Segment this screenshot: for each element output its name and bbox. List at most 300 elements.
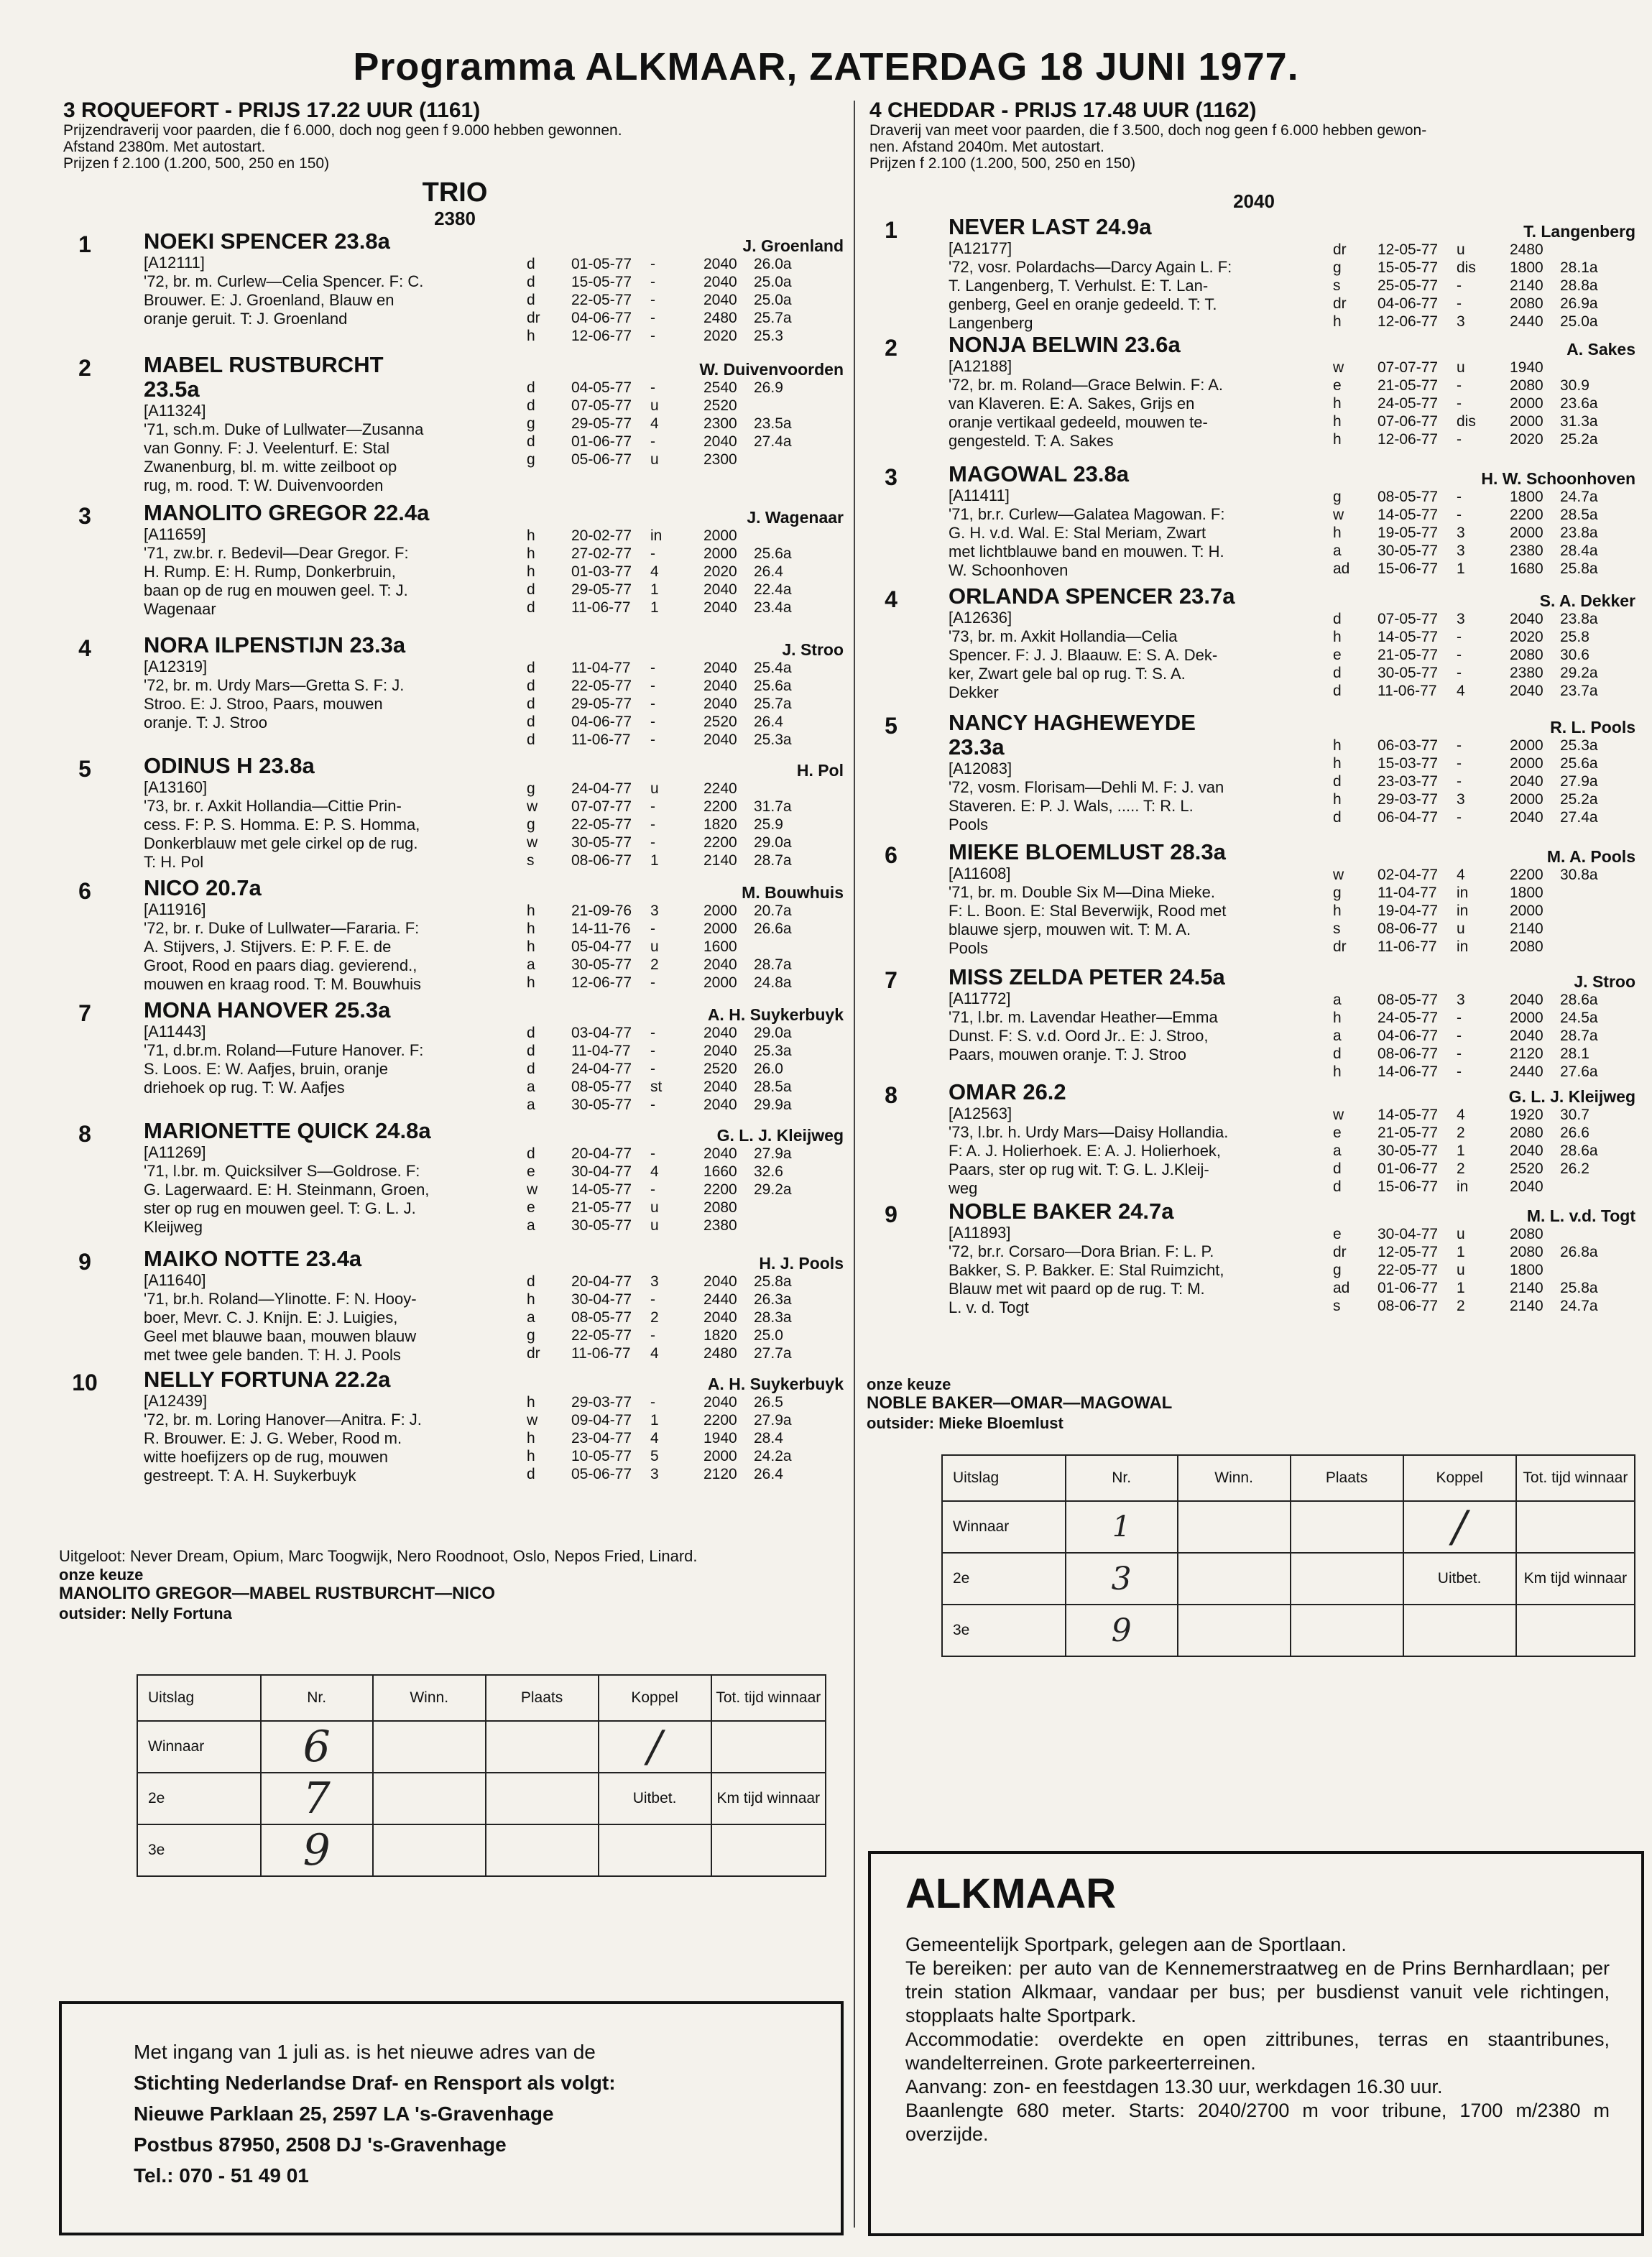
performance-place: 3 (1457, 525, 1465, 541)
performance-track: h (1333, 791, 1342, 808)
performance-track: d (527, 1145, 535, 1162)
horse-performances (1333, 866, 1610, 956)
performance-place: - (1457, 1028, 1462, 1044)
performance-place: 3 (1457, 992, 1465, 1008)
horse-entry (869, 1199, 1638, 1317)
performance-row (527, 599, 804, 617)
horse-code: [A12177] (949, 239, 1012, 257)
performance-place: 3 (1457, 791, 1465, 808)
performance-track: h (527, 938, 535, 955)
performance-row (527, 291, 804, 309)
performance-place: 5 (650, 1448, 659, 1464)
performance-date: 24-05-77 (1378, 395, 1439, 412)
winnaar-nr-cell[interactable] (261, 1721, 373, 1773)
performance-time: 25.3 (754, 328, 783, 344)
horse-info (949, 965, 1301, 1064)
winnaar-nr-cell[interactable] (1066, 1501, 1178, 1553)
performance-date: 04-06-77 (571, 714, 632, 730)
derde-tijd-cell[interactable] (1516, 1605, 1635, 1656)
horse-number: 5 (78, 756, 91, 782)
performance-distance: 2040 (703, 581, 737, 598)
horse-info (144, 1367, 514, 1485)
performance-place: 4 (1457, 683, 1465, 699)
performance-time: 28.7a (754, 956, 792, 973)
performance-time: 28.7a (754, 852, 792, 869)
performance-place: dis (1457, 413, 1476, 430)
performance-date: 14-05-77 (1378, 507, 1439, 523)
uitslag-header: Uitslag (942, 1455, 1066, 1501)
horse-name: NOBLE BAKER 24.7a (949, 1199, 1174, 1224)
performance-row (1333, 1045, 1610, 1063)
performance-track: d (527, 1466, 535, 1482)
winnaar-plaats-cell[interactable] (1291, 1501, 1403, 1553)
horse-trainer: A. H. Suykerbuyk (707, 1375, 844, 1393)
horse-info (949, 1199, 1301, 1317)
performance-row (1333, 790, 1610, 808)
horse-number: 5 (885, 713, 897, 739)
derde-plaats-cell[interactable] (486, 1824, 599, 1876)
koppel-header: Koppel (599, 1675, 711, 1721)
horse-performances (1333, 359, 1610, 448)
winnaar-winn-cell[interactable] (1178, 1501, 1291, 1553)
performance-place: - (1457, 1063, 1462, 1080)
performance-distance: 2140 (1510, 277, 1543, 294)
alkmaar-line: Accommodatie: overdekte en open zittribunes, terras en staantribunes, wandelterreinen. Grote parkeerterreinen. (905, 2028, 1610, 2074)
performance-time: 26.0a (754, 256, 792, 272)
performance-track: e (1333, 1226, 1342, 1242)
performance-distance: 2080 (1510, 1125, 1543, 1141)
performance-place: - (650, 379, 655, 396)
derde-koppel-cell[interactable] (599, 1824, 711, 1876)
race-1-keuze-label: onze keuze (59, 1566, 144, 1584)
performance-distance: 2140 (1510, 1280, 1543, 1296)
winnaar-koppel-cell[interactable] (1403, 1501, 1516, 1553)
horse-trainer: R. L. Pools (1550, 718, 1635, 737)
horse-info (144, 501, 514, 619)
performance-date: 08-06-77 (1378, 1298, 1439, 1314)
performance-place: - (650, 731, 655, 748)
performance-row (1333, 359, 1610, 377)
performance-place: - (1457, 277, 1462, 294)
performance-place: - (650, 816, 655, 833)
performance-time: 26.5 (754, 1394, 783, 1411)
performance-place: - (650, 798, 655, 815)
performance-row (527, 659, 804, 677)
performance-row (1333, 542, 1610, 560)
performance-row (1333, 488, 1610, 506)
performance-place: - (1457, 773, 1462, 790)
performance-distance: 2040 (703, 660, 737, 676)
handwritten-koppel: / (1452, 1502, 1467, 1552)
performance-track: dr (1333, 241, 1347, 258)
performance-track: e (1333, 647, 1342, 663)
performance-date: 15-05-77 (571, 274, 632, 290)
performance-row (1333, 524, 1610, 542)
performance-track: d (1333, 773, 1342, 790)
derde-tijd-cell[interactable] (711, 1824, 826, 1876)
performance-distance: 2020 (703, 328, 737, 344)
performance-date: 14-05-77 (1378, 629, 1439, 645)
performance-place: 1 (1457, 1143, 1465, 1159)
plaats-header: Plaats (486, 1675, 599, 1721)
performance-row (527, 379, 804, 397)
performance-track: d (527, 678, 535, 694)
performance-date: 20-02-77 (571, 527, 632, 544)
race-1-description: Prijzendraverij voor paarden, die f 6.000, doch nog geen f 9.000 hebben gewonnen. Afstand 2380m. Met autostart. Prijzen f 2.100 (1.200, 500, 250 en 150) (63, 122, 622, 172)
horse-number: 4 (885, 586, 897, 612)
performance-distance: 2080 (1510, 295, 1543, 312)
horse-entry (869, 215, 1638, 333)
horse-description: '71, l.br. m. Lavendar Heather—Emma Dunst. F: S. v.d. Oord Jr.. E: J. Stroo, Paars, mouwen oranje. T: J. Stroo (949, 1008, 1218, 1063)
performance-time: 28.5a (754, 1079, 792, 1095)
performance-distance: 2040 (703, 1025, 737, 1041)
horse-performances (527, 1145, 804, 1234)
tweede-plaats-cell[interactable] (486, 1773, 599, 1824)
horse-entry (869, 1080, 1638, 1199)
performance-track: dr (527, 310, 540, 326)
performance-track: ad (1333, 1280, 1350, 1296)
performance-track: d (527, 397, 535, 414)
performance-track: e (1333, 377, 1342, 394)
horse-performances (527, 780, 804, 869)
horse-info (144, 229, 514, 328)
horse-entry (63, 1247, 846, 1367)
performance-row (527, 1078, 804, 1096)
performance-track: s (527, 852, 535, 869)
performance-row (527, 397, 804, 415)
performance-place: in (1457, 885, 1469, 901)
performance-place: u (650, 451, 659, 468)
performance-row (527, 956, 804, 974)
performance-place: - (1457, 431, 1462, 448)
horse-trainer: H. Pol (796, 761, 844, 780)
performance-date: 19-04-77 (1378, 903, 1439, 919)
horse-code: [A11269] (144, 1143, 206, 1161)
performance-place: 4 (1457, 867, 1465, 883)
performance-time (1560, 938, 1610, 956)
performance-date: 07-05-77 (1378, 611, 1439, 627)
winnaar-plaats-cell[interactable] (486, 1721, 599, 1773)
horse-info (949, 840, 1301, 958)
performance-time: 28.4 (754, 1430, 783, 1446)
performance-distance: 2040 (703, 256, 737, 272)
horse-name: MONA HANOVER 25.3a (144, 997, 391, 1023)
horse-code: [A12083] (949, 760, 1012, 777)
horse-description: '71, l.br. m. Quicksilver S—Goldrose. F: G. Lagerwaard. E: H. Steinmann, Groen, ster op rug en mouwen geel. T: G. L. J. Kleijweg (144, 1162, 430, 1236)
race-1-footer (59, 1546, 835, 1624)
performance-time (754, 1217, 804, 1234)
performance-date: 21-05-77 (1378, 647, 1439, 663)
winnaar-tijd-cell[interactable] (1516, 1501, 1635, 1553)
horse-trainer: G. L. J. Kleijweg (716, 1126, 844, 1145)
performance-row (1333, 394, 1610, 412)
performance-date: 30-04-77 (1378, 1226, 1439, 1242)
performance-date: 12-06-77 (571, 974, 632, 991)
performance-distance: 2040 (703, 1394, 737, 1411)
performance-time: 23.6a (1560, 395, 1598, 412)
horse-code: [A11916] (144, 900, 206, 918)
performance-time: 25.6a (1560, 755, 1598, 772)
performance-distance: 1680 (1510, 560, 1543, 577)
performance-track: h (1333, 431, 1342, 448)
performance-distance: 2120 (1510, 1046, 1543, 1062)
performance-time: 28.8a (1560, 277, 1598, 294)
performance-date: 15-05-77 (1378, 259, 1439, 276)
horse-performances (1333, 737, 1610, 826)
performance-date: 25-05-77 (1378, 277, 1439, 294)
performance-row (1333, 920, 1610, 938)
performance-distance: 2040 (703, 696, 737, 712)
performance-row (1333, 1063, 1610, 1081)
horse-info (144, 633, 514, 732)
performance-date: 04-06-77 (571, 310, 632, 326)
performance-date: 29-03-77 (571, 1394, 632, 1411)
performance-track: d (527, 1025, 535, 1041)
horse-description: '71, sch.m. Duke of Lullwater—Zusanna van Gonny. F: J. Veelenturf. E: Stal Zwanenburg, bl. m. witte zeilboot op rug, m. rood. T: W. Duivenvoorden (144, 420, 424, 494)
winn-header: Winn. (1178, 1455, 1291, 1501)
performance-place: in (650, 527, 663, 544)
tweede-plaats-cell[interactable] (1291, 1553, 1403, 1605)
address-line-2: Stichting Nederlandse Draf- en Rensport als volgt: (134, 2072, 616, 2094)
performance-time: 20.7a (754, 903, 792, 919)
performance-track: w (527, 1412, 538, 1428)
performance-row (1333, 313, 1610, 331)
performance-time (754, 397, 804, 415)
performance-track: dr (1333, 295, 1347, 312)
tweede-nr-cell[interactable] (261, 1773, 373, 1824)
performance-place: - (1457, 295, 1462, 312)
performance-distance: 2380 (1510, 665, 1543, 681)
performance-time: 25.6a (754, 545, 792, 562)
derde-winn-cell[interactable] (373, 1824, 486, 1876)
performance-place: 1 (650, 852, 659, 869)
horse-description: '72, br. m. Urdy Mars—Gretta S. F: J. Stroo. E: J. Stroo, Paars, mouwen oranje. T: J. Stroo (144, 676, 405, 731)
performance-place: - (650, 714, 655, 730)
winnaar-winn-cell[interactable] (373, 1721, 486, 1773)
performance-date: 11-06-77 (571, 1345, 631, 1362)
performance-distance: 2140 (1510, 1298, 1543, 1314)
horse-performances (1333, 1225, 1610, 1315)
handwritten-winnaar: 1 (1112, 1510, 1131, 1543)
performance-date: 29-05-77 (571, 415, 632, 432)
performance-place: 4 (650, 563, 659, 580)
performance-track: d (527, 1273, 535, 1290)
performance-track: d (1333, 665, 1342, 681)
performance-date: 21-05-77 (1378, 1125, 1439, 1141)
performance-row (527, 677, 804, 695)
performance-track: g (1333, 259, 1342, 276)
horse-description: '73, br. r. Axkit Hollandia—Cittie Prin- cess. F: P. S. Homma. E: P. S. Homma, Donkerblauw met gele cirkel op de rug. T: H. Pol (144, 797, 420, 871)
performance-distance: 1800 (1510, 1262, 1543, 1278)
performance-time: 24.2a (754, 1448, 792, 1464)
horse-code: [A11608] (949, 864, 1011, 882)
performance-track: g (527, 415, 535, 432)
performance-date: 08-05-77 (1378, 489, 1439, 505)
performance-time (1560, 920, 1610, 938)
horse-trainer: H. J. Pools (759, 1254, 844, 1273)
derde-koppel-cell[interactable] (1403, 1605, 1516, 1656)
uitbet-label: Uitbet. (599, 1773, 711, 1824)
performance-date: 22-05-77 (1378, 1262, 1439, 1278)
performance-track: dr (1333, 938, 1347, 955)
winnaar-koppel-cell[interactable] (599, 1721, 711, 1773)
derde-plaats-cell[interactable] (1291, 1605, 1403, 1656)
performance-time: 28.3a (754, 1309, 792, 1326)
derde-winn-cell[interactable] (1178, 1605, 1291, 1656)
derde-nr-cell[interactable] (261, 1824, 373, 1876)
performance-date: 08-06-77 (1378, 1046, 1439, 1062)
performance-time: 25.8a (1560, 1280, 1598, 1296)
performance-row (527, 851, 804, 869)
race-1-outsider: outsider: Nelly Fortuna (59, 1605, 232, 1623)
horse-name: MARIONETTE QUICK 24.8a (144, 1118, 431, 1143)
tweede-nr-cell[interactable] (1066, 1553, 1178, 1605)
performance-distance: 2000 (1510, 791, 1543, 808)
horse-description: '71, br. m. Double Six M—Dina Mieke. F: L. Boon. E: Stal Beverwijk, Rood met blauwe sjerp, mouwen wit. T: M. A. Pools (949, 883, 1227, 957)
performance-track: w (1333, 507, 1344, 523)
horse-name: MIEKE BLOEMLUST 28.3a (949, 839, 1226, 864)
performance-date: 07-05-77 (571, 397, 632, 414)
handwritten-tweede: 3 (1111, 1560, 1132, 1597)
alkmaar-info-box (868, 1851, 1644, 2236)
performance-date: 21-09-76 (571, 903, 632, 919)
performance-track: s (1333, 277, 1341, 294)
performance-place: 4 (650, 1345, 659, 1362)
race-2-result-table (941, 1454, 1635, 1657)
performance-date: 07-07-77 (571, 798, 632, 815)
performance-place: - (1457, 1010, 1462, 1026)
performance-distance: 2040 (703, 1145, 737, 1162)
performance-distance: 2200 (703, 798, 737, 815)
performance-time: 25.3a (754, 731, 792, 748)
horse-number: 7 (78, 1000, 91, 1026)
performance-date: 07-06-77 (1378, 413, 1439, 430)
performance-time: 26.4 (754, 1466, 783, 1482)
race-1-distance: 2380 (434, 208, 476, 229)
performance-time: 25.8a (754, 1273, 792, 1290)
performance-distance: 2040 (703, 292, 737, 308)
performance-time: 27.4a (754, 433, 792, 450)
performance-place: - (650, 920, 655, 937)
performance-track: d (527, 1043, 535, 1059)
performance-row (527, 695, 804, 713)
horse-description: '72, br. r. Duke of Lullwater—Fararia. F: A. Stijvers, J. Stijvers. E: P. F. E. de Groot, Rood en paars diag. gevierend., mouwen en kraag rood. T: M. Bouwhuis (144, 919, 422, 993)
performance-place: - (650, 256, 655, 272)
horse-name: NORA ILPENSTIJN 23.3a (144, 632, 406, 657)
performance-track: h (1333, 629, 1342, 645)
performance-time: 23.8a (1560, 525, 1598, 541)
address-line-4: Postbus 87950, 2508 DJ 's-Gravenhage (134, 2133, 507, 2156)
performance-row (527, 1447, 804, 1465)
horse-number: 7 (885, 967, 897, 993)
performance-time: 29.0a (754, 1025, 792, 1041)
winnaar-tijd-cell[interactable] (711, 1721, 826, 1773)
performance-track: d (527, 1061, 535, 1077)
performance-time: 30.9 (1560, 377, 1589, 394)
performance-row (527, 1181, 804, 1199)
performance-place: 3 (650, 903, 659, 919)
horse-trainer: H. W. Schoonhoven (1481, 469, 1635, 488)
horse-number: 9 (885, 1201, 897, 1227)
performance-date: 08-05-77 (571, 1079, 632, 1095)
performance-place: - (650, 545, 655, 562)
performance-time: 25.2a (1560, 431, 1598, 448)
performance-time: 26.3a (754, 1291, 792, 1308)
performance-place: - (650, 1145, 655, 1162)
performance-time: 23.5a (754, 415, 792, 432)
performance-time: 24.5a (1560, 1010, 1598, 1026)
performance-row (1333, 1009, 1610, 1027)
horse-code: [A11443] (144, 1023, 206, 1040)
race-2-horse-list (869, 215, 1638, 1317)
horse-number: 10 (72, 1370, 98, 1395)
horse-performances (527, 659, 804, 749)
horse-performances (527, 527, 804, 617)
performance-place: u (1457, 920, 1465, 937)
horse-entry (63, 353, 846, 501)
horse-code: [A11659] (144, 525, 206, 543)
performance-date: 09-04-77 (571, 1412, 632, 1428)
performance-distance: 2300 (703, 415, 737, 432)
tweede-winn-cell[interactable] (373, 1773, 486, 1824)
performance-distance: 2520 (703, 1061, 737, 1077)
horse-code: [A12111] (144, 254, 205, 272)
performance-track: g (1333, 1262, 1342, 1278)
race-1-uitgeloot: Uitgeloot: Never Dream, Opium, Marc Toogwijk, Nero Roodnoot, Oslo, Nepos Fried, Linard. (59, 1547, 698, 1565)
performance-track: a (1333, 992, 1342, 1008)
performance-distance: 2040 (703, 1273, 737, 1290)
tweede-winn-cell[interactable] (1178, 1553, 1291, 1605)
horse-code: [A11411] (949, 486, 1010, 504)
performance-place: - (650, 310, 655, 326)
performance-time: 25.3a (754, 1043, 792, 1059)
performance-row (1333, 1243, 1610, 1261)
performance-row (527, 1326, 804, 1344)
performance-time: 32.6 (754, 1163, 783, 1180)
performance-date: 30-05-77 (1378, 1143, 1439, 1159)
performance-place: - (1457, 507, 1462, 523)
performance-track: d (1333, 1178, 1342, 1195)
performance-date: 11-04-77 (571, 660, 631, 676)
performance-track: g (527, 1327, 535, 1344)
performance-row (1333, 259, 1610, 277)
performance-distance: 2040 (1510, 1028, 1543, 1044)
winnaar-label: Winnaar (137, 1721, 261, 1773)
performance-distance: 1800 (1510, 489, 1543, 505)
derde-nr-cell[interactable] (1066, 1605, 1178, 1656)
performance-track: h (1333, 313, 1342, 330)
performance-distance: 2000 (703, 974, 737, 991)
performance-row (1333, 866, 1610, 884)
performance-date: 14-05-77 (571, 1181, 632, 1198)
performance-row (1333, 1279, 1610, 1297)
performance-distance: 2040 (703, 274, 737, 290)
performance-place: 2 (650, 956, 659, 973)
performance-track: w (527, 798, 538, 815)
performance-place: - (650, 1097, 655, 1113)
performance-date: 05-06-77 (571, 451, 632, 468)
performance-row (527, 1465, 804, 1483)
horse-performances (527, 255, 804, 345)
performance-time (1560, 1178, 1610, 1196)
performance-place: - (650, 328, 655, 344)
performance-row (1333, 1261, 1610, 1279)
performance-row (1333, 808, 1610, 826)
performance-row (1333, 646, 1610, 664)
performance-track: d (527, 731, 535, 748)
handwritten-derde: 9 (303, 1825, 331, 1875)
performance-place: - (650, 660, 655, 676)
